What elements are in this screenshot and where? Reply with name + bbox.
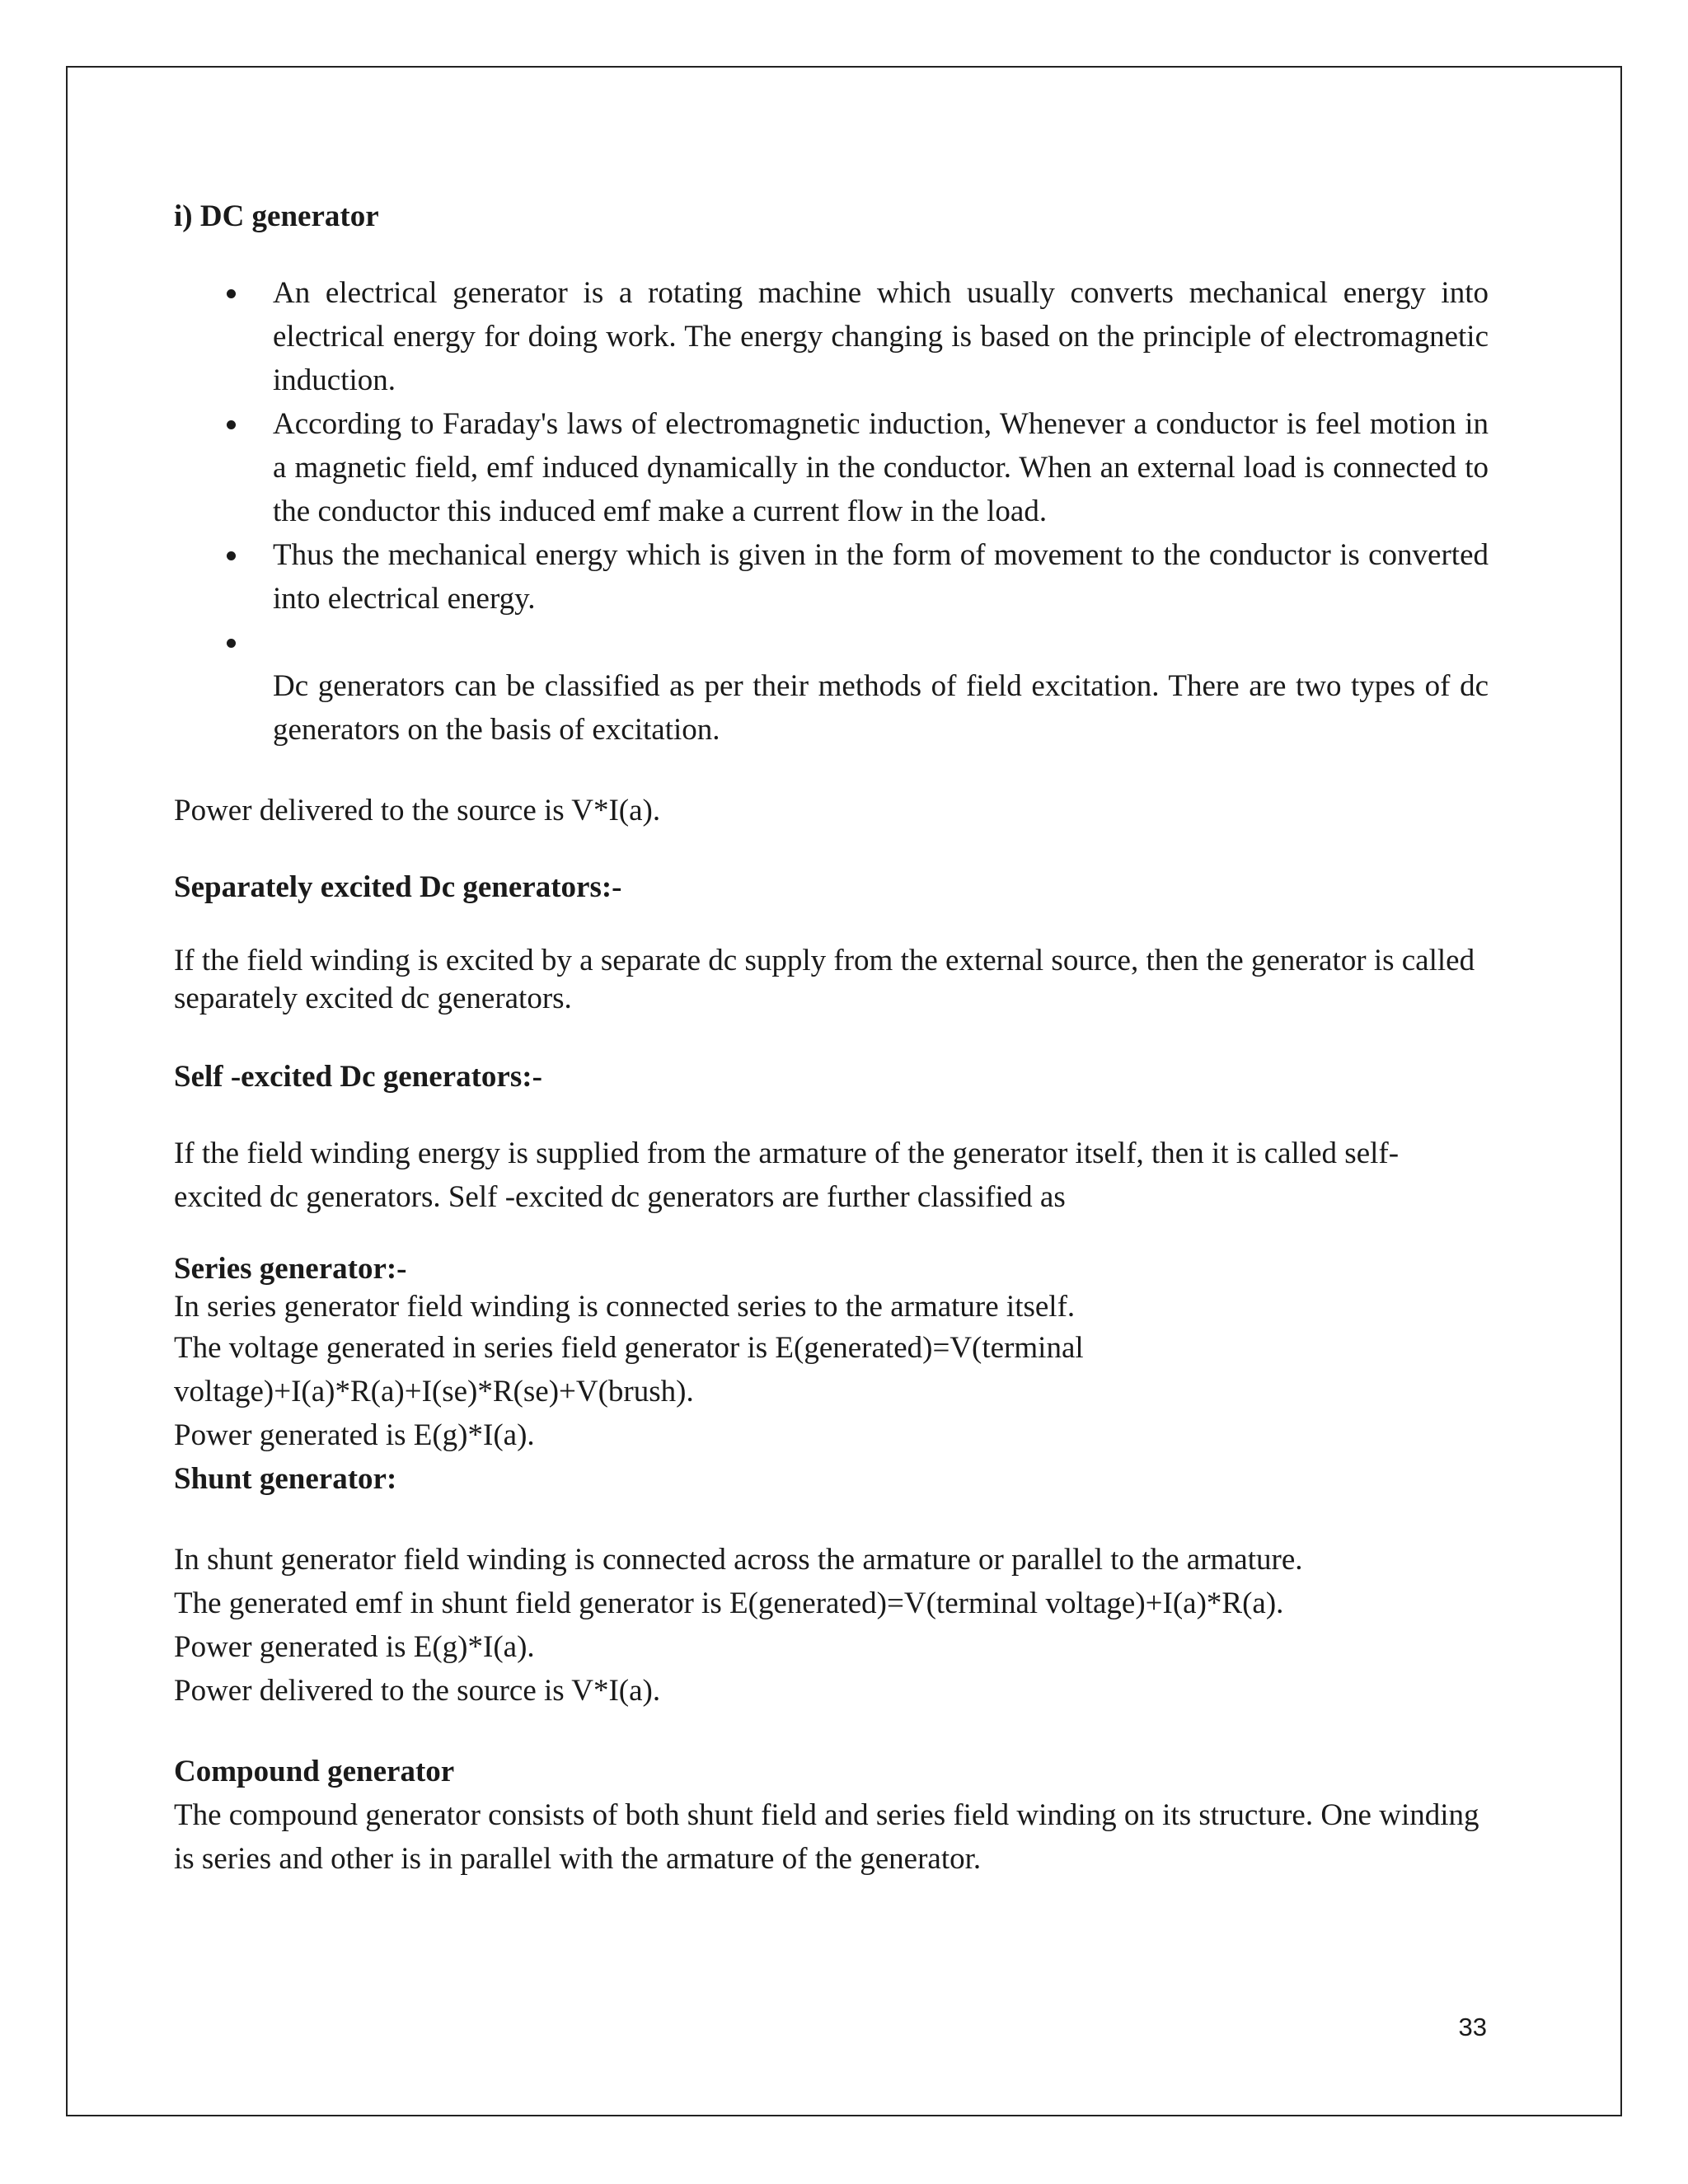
bullet-icon <box>227 551 236 560</box>
series-line-4: Power generated is E(g)*I(a). <box>174 1418 535 1452</box>
power-delivered-text: Power delivered to the source is V*I(a). <box>174 794 661 827</box>
document-body <box>174 194 1489 1881</box>
compound-generator-heading: Compound generator <box>174 1755 455 1788</box>
bullet-icon <box>227 420 236 429</box>
series-line-3: voltage)+I(a)*R(a)+I(se)*R(se)+V(brush). <box>174 1375 694 1408</box>
list-item <box>174 621 1489 664</box>
shunt-line-2: The generated emf in shunt field generator is E(generated)=V(terminal voltage)+I(a)*R(a). <box>174 1586 1284 1620</box>
series-line-1: In series generator field winding is connected series to the armature itself. <box>174 1290 1076 1324</box>
separately-excited-heading: Separately excited Dc generators:- <box>174 870 622 904</box>
self-excited-heading: Self -excited Dc generators:- <box>174 1060 542 1094</box>
bullet-text: An electrical generator is a rotating machine which usually converts mechanical energy into electrical energy for doing work. The energy changing is based on the principle of electromagnetic induction. <box>273 276 1489 397</box>
compound-text: The compound generator consists of both shunt field and series field winding on its structure. One winding is series and other is in parallel with the armature of the generator. <box>174 1798 1479 1876</box>
list-item <box>174 664 1489 752</box>
bullet-text: Dc generators can be classified as per their methods of field excitation. There are two types of dc generators on the basis of excitation. <box>273 669 1489 747</box>
shunt-line-4: Power delivered to the source is V*I(a). <box>174 1674 661 1708</box>
series-generator-heading: Series generator:- <box>174 1252 407 1286</box>
self-excited-text: If the field winding energy is supplied from the armature of the generator itself, then it is called self- excited dc generators. Self -excited dc generators are further classified as <box>174 1137 1400 1214</box>
section-title: i) DC generator <box>174 199 379 233</box>
bullet-icon <box>227 289 236 298</box>
shunt-generator-heading: Shunt generator: <box>174 1462 397 1496</box>
shunt-line-1: In shunt generator field winding is connected across the armature or parallel to the armature. <box>174 1543 1303 1577</box>
bullet-text: Thus the mechanical energy which is given in the form of movement to the conductor is converted into electrical energy. <box>273 538 1489 616</box>
bullet-icon <box>227 639 236 648</box>
separately-excited-text: If the field winding is excited by a separate dc supply from the external source, then the generator is called separately excited dc generators. <box>174 944 1475 1015</box>
bullet-text: According to Faraday's laws of electromagnetic induction, Whenever a conductor is feel motion in a magnetic field, emf induced dynamically in the conductor. When an external load is connected to the conductor this induced emf make a current flow in the load. <box>273 407 1489 528</box>
series-line-2: The voltage generated in series field generator is E(generated)=V(terminal <box>174 1331 1084 1365</box>
shunt-line-3: Power generated is E(g)*I(a). <box>174 1630 535 1664</box>
page-number: 33 <box>1458 2013 1487 2041</box>
list-item <box>174 402 1489 533</box>
list-item <box>174 271 1489 402</box>
list-item <box>174 533 1489 621</box>
bullet-list <box>174 271 1489 752</box>
